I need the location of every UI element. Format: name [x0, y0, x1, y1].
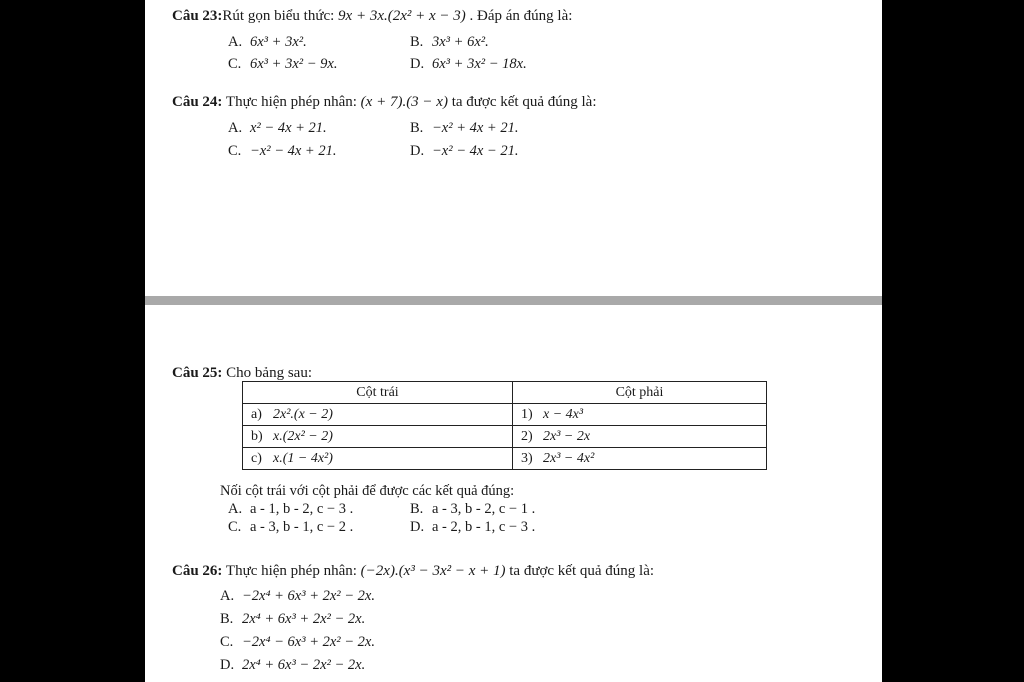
- document-page-2: [145, 305, 882, 682]
- q24-option-b: B. −x² + 4x + 21.: [410, 120, 519, 136]
- q23-option-d: D. 6x³ + 3x² − 18x.: [410, 56, 527, 72]
- table-header-row: [243, 382, 767, 404]
- q23-option-a: A. 6x³ + 3x².: [228, 34, 307, 50]
- question-24-heading: Câu 24:: [172, 94, 223, 110]
- q25-option-a: A. a - 1, b - 2, c − 3 .: [228, 501, 354, 517]
- q25-option-c: C. a - 3, b - 1, c − 2 .: [228, 519, 354, 535]
- table-header-right: Cột phải: [513, 382, 767, 404]
- question-24-expression: (x + 7).(3 − x): [360, 94, 448, 110]
- q23-option-c: C. 6x³ + 3x² − 9x.: [228, 56, 338, 72]
- q24-option-a: A. x² − 4x + 21.: [228, 120, 327, 136]
- question-23-heading: Câu 23:: [172, 8, 223, 24]
- question-26: [172, 563, 654, 580]
- matching-table: [242, 381, 767, 470]
- question-23: [172, 8, 572, 25]
- question-26-expression: (−2x).(x³ − 3x² − x + 1): [360, 563, 506, 579]
- question-26-tail: ta được kết quả đúng là:: [509, 563, 655, 579]
- q26-option-b: B. 2x⁴ + 6x³ + 2x² − 2x.: [220, 611, 366, 627]
- question-25-instruction: Nối cột trái với cột phải để được các kết quả đúng:: [220, 483, 515, 499]
- question-25-text: Cho bảng sau:: [226, 365, 312, 381]
- question-25: [172, 365, 312, 382]
- question-24-text: Thực hiện phép nhân:: [225, 94, 357, 110]
- q26-option-d: D. 2x⁴ + 6x³ − 2x² − 2x.: [220, 657, 366, 673]
- question-25-heading: Câu 25:: [172, 365, 223, 381]
- q26-option-a: A. −2x⁴ + 6x³ + 2x² − 2x.: [220, 588, 375, 604]
- question-24: [172, 94, 597, 111]
- q25-option-b: B. a - 3, b - 2, c − 1 .: [410, 501, 536, 517]
- q25-option-d: D. a - 2, b - 1, c − 3 .: [410, 519, 536, 535]
- q23-option-b: B. 3x³ + 6x².: [410, 34, 489, 50]
- table-row: a) 2x².(x − 2) 1) x − 4x³: [243, 404, 767, 426]
- question-26-heading: Câu 26:: [172, 563, 223, 579]
- question-23-expression: 9x + 3x.(2x² + x − 3): [338, 8, 466, 24]
- question-23-tail: . Đáp án đúng là:: [469, 8, 573, 24]
- question-26-text: Thực hiện phép nhân:: [225, 563, 357, 579]
- q24-option-c: C. −x² − 4x + 21.: [228, 143, 337, 159]
- document-page-1: [145, 0, 882, 296]
- table-row: c) x.(1 − 4x²) 3) 2x³ − 4x²: [243, 448, 767, 470]
- q26-option-c: C. −2x⁴ − 6x³ + 2x² − 2x.: [220, 634, 375, 650]
- table-row: b) x.(2x² − 2) 2) 2x³ − 2x: [243, 426, 767, 448]
- page-separator: [145, 296, 882, 305]
- question-23-text: Rút gọn biểu thức:: [222, 8, 335, 24]
- q24-option-d: D. −x² − 4x − 21.: [410, 143, 519, 159]
- question-24-tail: ta được kết quả đúng là:: [451, 94, 597, 110]
- table-header-left: Cột trái: [243, 382, 513, 404]
